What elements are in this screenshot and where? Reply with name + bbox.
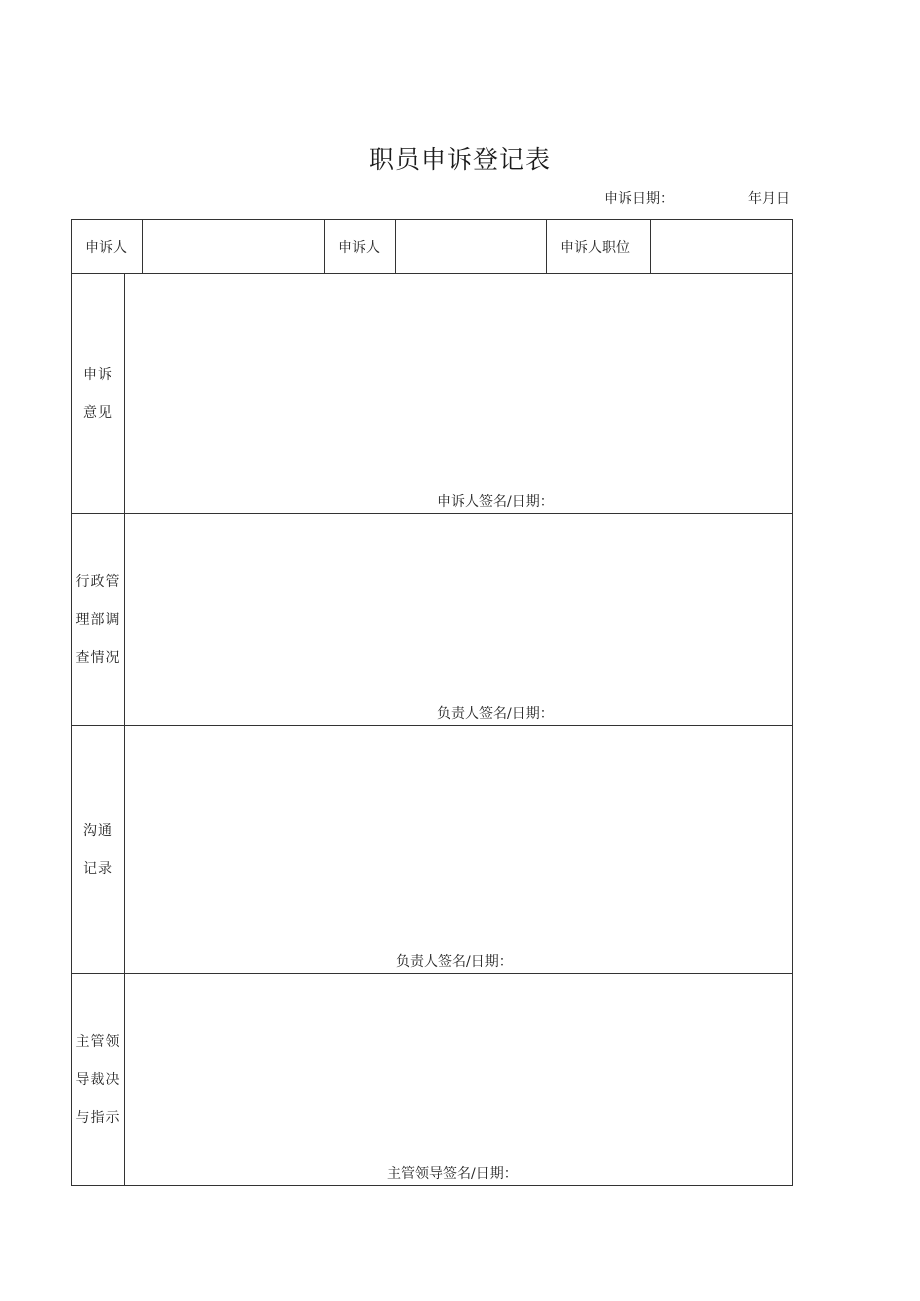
appellant-label-2: 申诉人 [338, 239, 380, 256]
section-appeal-opinion [72, 274, 792, 514]
page-title: 职员申诉登记表 [368, 145, 551, 174]
section-label [72, 974, 125, 1185]
section-communication-record [72, 726, 792, 974]
communication-record-field[interactable] [125, 726, 792, 973]
appellant-value-field-2[interactable] [396, 220, 547, 273]
section-label-line: 意见 [83, 404, 113, 421]
appellant-label: 申诉人 [85, 239, 127, 256]
responsible-signature-label: 负责人签名/日期： [437, 706, 554, 722]
supervisor-decision-field[interactable] [125, 974, 792, 1185]
section-label-line: 主管领 [75, 1033, 121, 1050]
section-label [72, 726, 125, 973]
position-value-field[interactable] [651, 220, 792, 273]
appeal-date-label: 申诉日期： [604, 191, 674, 207]
responsible-signature-label: 负责人签名/日期： [396, 954, 513, 970]
section-label-line: 查情况 [75, 649, 121, 666]
appeal-date-line [0, 188, 920, 208]
position-label-cell [547, 220, 651, 273]
header-row [72, 220, 792, 274]
appellant-value-field[interactable] [143, 220, 325, 273]
section-label-line: 理部调 [75, 611, 121, 628]
section-label [72, 514, 125, 725]
appeal-opinion-field[interactable] [125, 274, 792, 513]
section-supervisor-decision [72, 974, 792, 1185]
section-label-line: 行政管 [75, 573, 121, 590]
section-label-line: 导裁决 [75, 1071, 121, 1088]
appeal-form-table [71, 219, 793, 1186]
section-label-line: 与指示 [75, 1109, 121, 1126]
supervisor-signature-label: 主管领导签名/日期： [387, 1166, 518, 1182]
position-label: 申诉人职位 [560, 239, 630, 256]
appellant-label-cell [72, 220, 143, 273]
section-label-line: 申诉 [83, 366, 113, 383]
section-admin-investigation [72, 514, 792, 726]
section-label-line: 沟通 [83, 822, 113, 839]
appellant-label-cell-2 [325, 220, 396, 273]
section-label [72, 274, 125, 513]
admin-investigation-field[interactable] [125, 514, 792, 725]
appeal-date-ymd: 年月日 [748, 191, 790, 207]
appellant-signature-label: 申诉人签名/日期： [437, 494, 554, 510]
section-label-line: 记录 [83, 860, 113, 877]
